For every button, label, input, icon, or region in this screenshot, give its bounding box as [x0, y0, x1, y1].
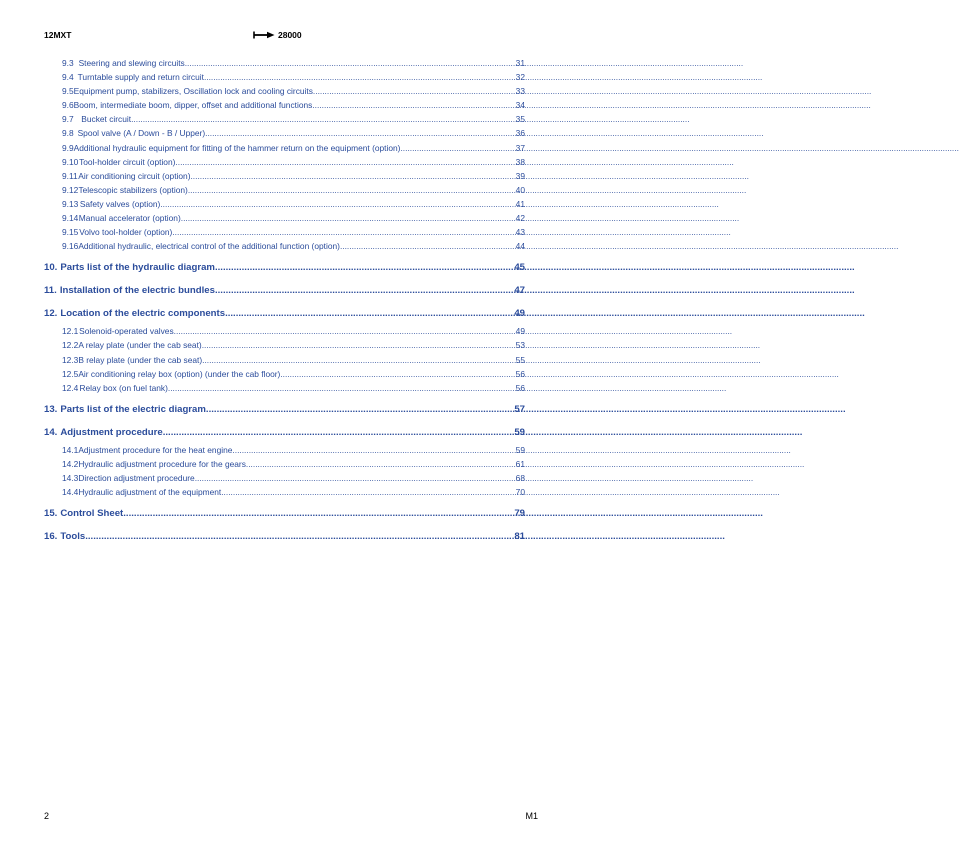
toc-leader-dots [168, 381, 516, 395]
toc-entry-number: 9.8 [62, 128, 74, 139]
toc-entry-number: 15. [44, 508, 58, 520]
toc-entry-title: Parts list of the hydraulic diagram [60, 262, 215, 274]
toc-entry-title: Manual accelerator (option) [78, 213, 181, 224]
toc-entry-number: 14.4 [62, 487, 79, 498]
toc-entry-page: 56 [515, 368, 525, 379]
table-of-contents [44, 56, 525, 547]
toc-entry-number: 9.13 [62, 198, 79, 209]
toc-chapter-entry[interactable] [44, 403, 525, 417]
toc-entry-number: 9.10 [62, 156, 79, 167]
toc-leader-dots [181, 211, 516, 225]
toc-section-entry[interactable] [44, 141, 525, 155]
toc-entry-number: 11. [44, 285, 57, 297]
toc-entry-page: 61 [515, 458, 525, 469]
toc-entry-page: 41 [515, 198, 525, 209]
toc-entry-page: 55 [515, 354, 525, 365]
toc-entry-title: Location of the electric components [60, 308, 226, 320]
toc-section-entry[interactable] [44, 485, 525, 499]
toc-entry-page: 45 [514, 262, 525, 274]
toc-entry-page: 49 [514, 308, 525, 320]
toc-section-entry[interactable] [44, 338, 525, 352]
toc-entry-number: 12.1 [62, 326, 79, 337]
toc-entry-number: 9.11 [62, 170, 78, 181]
toc-entry-title: Hydraulic adjustment procedure for the gears [78, 458, 246, 469]
toc-entry-title: Hydraulic adjustment of the equipment [78, 487, 222, 498]
toc-section-entry[interactable] [44, 353, 525, 367]
serial-range [253, 30, 302, 40]
toc-entry-title: Adjustment procedure [60, 426, 163, 438]
toc-entry-title: Safety valves (option) [79, 198, 161, 209]
toc-entry-number: 9.3 [62, 58, 74, 68]
toc-leader-dots [85, 530, 514, 544]
toc-entry-number: 12.3 [62, 354, 79, 365]
toc-chapter-entry[interactable] [44, 530, 525, 544]
toc-leader-dots [204, 70, 516, 84]
toc-entry-title: Boom, intermediate boom, dipper, offset and additional functions [73, 100, 313, 111]
arrow-bar-right-icon [253, 31, 275, 39]
toc-entry-number: 14.3 [62, 472, 79, 483]
toc-section-entry[interactable] [44, 443, 525, 457]
toc-section-entry[interactable] [44, 98, 525, 112]
toc-leader-dots [246, 457, 516, 471]
toc-entry-number: 12.2 [62, 340, 79, 351]
toc-entry-title: Parts list of the electric diagram [60, 403, 206, 415]
toc-section-entry[interactable] [44, 155, 525, 169]
toc-leader-dots [340, 239, 516, 253]
toc-leader-dots [195, 471, 516, 485]
toc-section-entry[interactable] [44, 457, 525, 471]
toc-entry-page: 79 [514, 508, 525, 520]
toc-leader-dots [185, 56, 516, 70]
toc-leader-dots [202, 353, 516, 367]
toc-entry-title: Steering and slewing circuits [78, 58, 185, 68]
toc-section-entry[interactable] [44, 225, 525, 239]
document-model: 12MXT [44, 30, 72, 40]
toc-entry-title: Additional hydraulic equipment for fitting of the hammer return on the equipment (option) [73, 142, 401, 153]
toc-leader-dots [312, 98, 515, 112]
toc-entry-title: B relay plate (under the cab seat) [78, 354, 203, 365]
toc-entry-number: 12.5 [62, 368, 79, 379]
toc-entry-title: Volvo tool-holder (option) [79, 227, 173, 238]
toc-entry-title: Installation of the electric bundles [59, 285, 215, 297]
toc-entry-number: 14.2 [62, 458, 79, 469]
toc-leader-dots [190, 169, 515, 183]
toc-leader-dots [280, 367, 515, 381]
toc-entry-number: 13. [44, 403, 58, 415]
toc-entry-number: 9.6 [62, 100, 74, 111]
toc-leader-dots [225, 307, 514, 321]
toc-section-entry[interactable] [44, 84, 525, 98]
toc-entry-number: 10. [44, 262, 58, 274]
toc-entry-title: Equipment pump, stabilizers, Oscillation lock and cooling circuits [73, 86, 313, 97]
toc-entry-number: 9.7 [62, 114, 74, 125]
toc-entry-title: Spool valve (A / Down - B / Upper) [77, 128, 206, 139]
toc-section-entry[interactable] [44, 197, 525, 211]
toc-section-entry[interactable] [44, 126, 525, 140]
toc-entry-number: 9.12 [62, 184, 79, 195]
toc-leader-dots [131, 112, 516, 126]
toc-section-entry[interactable] [44, 471, 525, 485]
toc-leader-dots [175, 155, 515, 169]
toc-leader-dots [202, 338, 516, 352]
toc-entry-page: 56 [515, 382, 525, 393]
toc-entry-page: 37 [515, 142, 525, 153]
toc-chapter-entry[interactable] [44, 307, 525, 321]
toc-leader-dots [205, 126, 516, 140]
toc-chapter-entry[interactable] [44, 284, 525, 298]
toc-section-entry[interactable] [44, 324, 525, 338]
revision-code: M1 [525, 811, 538, 821]
toc-entry-number: 14.1 [62, 444, 79, 455]
toc-chapter-entry[interactable] [44, 507, 525, 521]
toc-leader-dots [313, 84, 516, 98]
toc-entry-title: Turntable supply and return circuit [77, 72, 204, 83]
toc-entry-number: 9.9 [62, 142, 74, 153]
toc-entry-title: Direction adjustment procedure [78, 472, 195, 483]
toc-entry-title: Bucket circuit [81, 114, 132, 125]
toc-entry-page: 44 [515, 241, 525, 252]
toc-leader-dots [174, 324, 516, 338]
toc-entry-page: 42 [515, 213, 525, 224]
page-number: 2 [44, 811, 50, 821]
toc-section-entry[interactable] [44, 183, 525, 197]
toc-entry-page: 57 [514, 403, 525, 415]
toc-section-entry[interactable] [44, 112, 525, 126]
toc-entry-number: 9.14 [62, 213, 79, 224]
toc-entry-page: 35 [515, 114, 525, 125]
toc-leader-dots [215, 261, 514, 275]
toc-section-entry[interactable] [44, 239, 525, 253]
toc-entry-page: 47 [514, 285, 525, 297]
toc-leader-dots [163, 426, 515, 440]
toc-leader-dots [188, 183, 516, 197]
toc-leader-dots [215, 284, 514, 298]
toc-chapter-entry[interactable] [44, 261, 525, 275]
toc-entry-page: 59 [515, 444, 525, 455]
toc-leader-dots [172, 225, 515, 239]
toc-entry-title: Relay box (on fuel tank) [79, 382, 168, 393]
toc-entry-page: 59 [514, 426, 525, 438]
toc-section-entry[interactable] [44, 70, 525, 84]
toc-chapter-entry[interactable] [44, 426, 525, 440]
toc-entry-title: Tool-holder circuit (option) [79, 156, 176, 167]
toc-entry-page: 70 [515, 487, 525, 498]
toc-section-entry[interactable] [44, 367, 525, 381]
toc-entry-title: Control Sheet [60, 508, 124, 520]
toc-section-entry[interactable] [44, 169, 525, 183]
toc-leader-dots [232, 443, 515, 457]
toc-entry-title: A relay plate (under the cab seat) [78, 340, 202, 351]
toc-entry-page: 31 [515, 58, 525, 68]
toc-leader-dots [221, 485, 515, 499]
toc-entry-page: 68 [515, 472, 525, 483]
toc-section-entry[interactable] [44, 211, 525, 225]
toc-entry-number: 9.5 [62, 86, 74, 97]
toc-entry-title: Tools [60, 531, 86, 543]
toc-entry-page: 49 [515, 326, 525, 337]
toc-entry-number: 12. [44, 308, 58, 320]
toc-section-entry[interactable] [44, 56, 525, 70]
toc-entry-title: Adjustment procedure for the heat engine [78, 444, 233, 455]
toc-entry-page: 53 [515, 340, 525, 351]
serial-number: 28000 [278, 30, 302, 40]
toc-section-entry[interactable] [44, 381, 525, 395]
toc-entry-page: 36 [515, 128, 525, 139]
toc-entry-title: Additional hydraulic, electrical control of the additional function (option) [78, 241, 340, 252]
toc-entry-title: Air conditioning relay box (option) (under the cab floor) [78, 368, 281, 379]
toc-entry-page: 32 [515, 72, 525, 83]
toc-entry-number: 9.16 [62, 241, 79, 252]
toc-entry-title: Air conditioning circuit (option) [78, 170, 191, 181]
toc-entry-page: 81 [514, 531, 525, 543]
toc-entry-page: 33 [515, 86, 525, 97]
toc-leader-dots [206, 403, 514, 417]
toc-entry-number: 9.15 [62, 227, 79, 238]
toc-entry-number: 14. [44, 426, 58, 438]
toc-entry-title: Solenoid-operated valves [79, 326, 174, 337]
toc-entry-page: 38 [515, 156, 525, 167]
toc-entry-page: 34 [515, 100, 525, 111]
toc-entry-number: 16. [44, 531, 58, 543]
toc-leader-dots [400, 141, 515, 155]
toc-entry-page: 40 [515, 184, 525, 195]
toc-entry-page: 39 [515, 170, 525, 181]
toc-entry-page: 43 [515, 227, 525, 238]
toc-entry-number: 12.4 [62, 382, 79, 393]
toc-leader-dots [160, 197, 515, 211]
toc-entry-title: Telescopic stabilizers (option) [78, 184, 188, 195]
toc-leader-dots [123, 507, 514, 521]
toc-entry-number: 9.4 [62, 72, 74, 83]
